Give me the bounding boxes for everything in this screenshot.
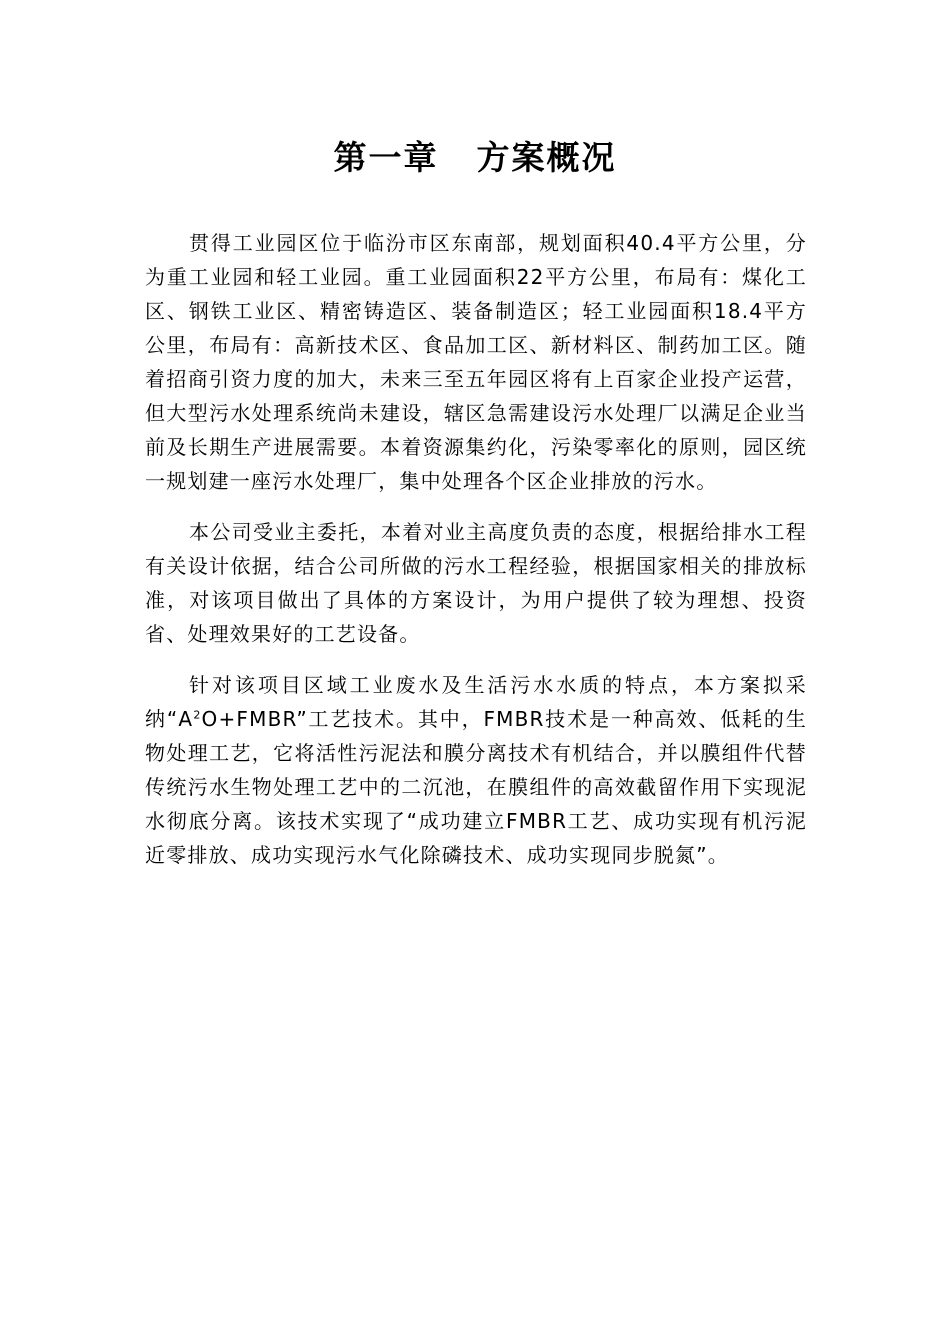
chapter-title: 方案概况: [476, 138, 617, 177]
paragraph-overview: 贯得工业园区位于临汾市区东南部，规划面积40.4平方公里，分为重工业园和轻工业园。重工业园面积22平方公里，布局有：煤化工区、钢铁工业区、精密铸造区、装备制造区；轻工业园面积18.4平方公里，布局有：高新技术区、食品加工区、新材料区、制药加工区。随着招商引资力度的加大，未来三至五年园区将有上百家企业投产运营，但大型污水处理系统尚未建设，辖区急需建设污水处理厂以满足企业当前及长期生产进展需要。本着资源集约化，污染零率化的原则，园区统一规划建一座污水处理厂，集中处理各个区企业排放的污水。: [145, 231, 807, 493]
body-text: [145, 226, 807, 889]
chapter-heading: [0, 132, 950, 184]
paragraph-technology-part1: 针对该项目区域工业废水及生活污水水质的特点，本方案拟采纳“A: [145, 673, 807, 731]
paragraph-technology-part2: O+FMBR”工艺技术。其中，FMBR技术是一种高效、低耗的生物处理工艺，它将活性污泥法和膜分离技术有机结合，并以膜组件代替传统污水生物处理工艺中的二沉池，在膜组件的高效截留作用下实现泥水彻底分离。该技术实现了“成功建立FMBR工艺、成功实现有机污泥近零排放、成功实现污水气化除磷技术、成功实现同步脱氮”。: [145, 707, 807, 867]
paragraph-commission: 本公司受业主委托，本着对业主高度负责的态度，根据给排水工程有关设计依据，结合公司所做的污水工程经验，根据国家相关的排放标准，对该项目做出了具体的方案设计，为用户提供了较为理想、投资省、处理效果好的工艺设备。: [145, 520, 807, 646]
paragraph-technology: [145, 668, 807, 872]
superscript-two: 2: [193, 708, 202, 722]
chapter-number: 第一章: [333, 138, 439, 177]
